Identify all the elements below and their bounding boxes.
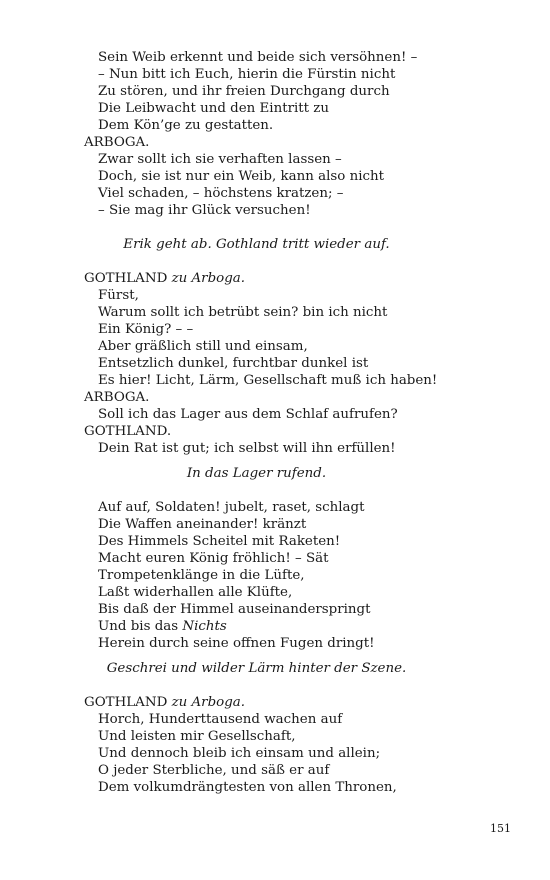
verse-line <box>84 440 524 457</box>
verse-line <box>84 516 524 533</box>
verse-text: Und bis das <box>98 619 183 634</box>
verse-text: Auf auf, Soldaten! jubelt, raset, schlagt <box>98 500 365 515</box>
verse-text: Dem Kön’ge zu gestatten. <box>98 118 274 133</box>
verse-line <box>84 117 524 134</box>
verse-line <box>84 601 524 618</box>
verse-line <box>84 499 524 516</box>
verse-text: Und dennoch bleib ich einsam und allein; <box>98 746 381 761</box>
speaker-label: GOTHLAND <box>84 695 168 710</box>
verse-text: Die Leibwacht und den Eintritt zu <box>98 101 329 116</box>
speaker-name <box>84 270 524 287</box>
verse-text: Warum sollt ich betrübt sein? bin ich nicht <box>98 305 388 320</box>
verse-emphasis: Nichts <box>182 619 227 634</box>
speaker-label: GOTHLAND. <box>84 424 172 439</box>
verse-line <box>84 584 524 601</box>
verse-text: Aber gräßlich still und einsam, <box>98 339 308 354</box>
drama-text <box>84 49 524 796</box>
verse-line <box>84 745 524 762</box>
verse-text: Horch, Hunderttausend wachen auf <box>98 712 343 727</box>
verse-text: O jeder Sterbliche, und säß er auf <box>98 763 330 778</box>
spacer <box>84 677 524 694</box>
verse-text: Laßt widerhallen alle Klüfte, <box>98 585 293 600</box>
verse-text: – Nun bitt ich Euch, hierin die Fürstin nicht <box>98 67 396 82</box>
verse-line <box>84 66 524 83</box>
speaker-name <box>84 694 524 711</box>
spacer <box>84 482 524 499</box>
verse-line <box>84 202 524 219</box>
speaker-name <box>84 134 524 151</box>
spacer <box>84 457 524 465</box>
verse-line <box>84 635 524 652</box>
spacer <box>84 253 524 270</box>
verse-text: Herein durch seine offnen Fugen dringt! <box>98 636 375 651</box>
verse-text: Zu stören, und ihr freien Durchgang durch <box>98 84 390 99</box>
speaker-label: ARBOGA. <box>84 135 150 150</box>
verse-line <box>84 355 524 372</box>
verse-text: Zwar sollt ich sie verhaften lassen – <box>98 152 342 167</box>
speaker-addressee: zu Arboga. <box>171 271 246 286</box>
verse-line <box>84 168 524 185</box>
verse-line <box>84 779 524 796</box>
verse-text: Entsetzlich dunkel, furchtbar dunkel ist <box>98 356 369 371</box>
verse-text: Und leisten mir Gesellschaft, <box>98 729 296 744</box>
verse-text: Fürst, <box>98 288 139 303</box>
verse-line <box>84 618 524 635</box>
verse-line <box>84 338 524 355</box>
verse-line <box>84 304 524 321</box>
verse-text: Viel schaden, – höchstens kratzen; – <box>98 186 344 201</box>
speaker-name <box>84 423 524 440</box>
verse-text: Trompetenklänge in die Lüfte, <box>98 568 305 583</box>
verse-line <box>84 711 524 728</box>
stage-direction: Geschrei und wilder Lärm hinter der Szene. <box>106 661 407 676</box>
verse-text: Macht euren König fröhlich! – Sät <box>98 551 329 566</box>
verse-text: Dem volkumdrängtesten von allen Thronen, <box>98 780 397 795</box>
stage-direction: Erik geht ab. Gothland tritt wieder auf. <box>123 237 390 252</box>
verse-text: Es hier! Licht, Lärm, Gesellschaft muß ich haben! <box>98 373 438 388</box>
verse-line <box>84 406 524 423</box>
verse-text: Soll ich das Lager aus dem Schlaf aufrufen? <box>98 407 398 422</box>
speaker-label: ARBOGA. <box>84 390 150 405</box>
speaker-addressee: zu Arboga. <box>171 695 246 710</box>
verse-line <box>84 49 524 66</box>
page-number: 151 <box>490 822 511 835</box>
verse-text: Dein Rat ist gut; ich selbst will ihn erfüllen! <box>98 441 396 456</box>
verse-text: Des Himmels Scheitel mit Raketen! <box>98 534 341 549</box>
verse-text: Doch, sie ist nur ein Weib, kann also nicht <box>98 169 384 184</box>
verse-text: Sein Weib erkennt und beide sich versöhnen! – <box>98 50 418 65</box>
spacer <box>84 652 524 660</box>
verse-line <box>84 185 524 202</box>
verse-line <box>84 287 524 304</box>
stage-direction: In das Lager rufend. <box>186 466 327 481</box>
spacer <box>84 219 524 236</box>
verse-line <box>84 550 524 567</box>
verse-line <box>84 728 524 745</box>
verse-text: Die Waffen aneinander! kränzt <box>98 517 307 532</box>
verse-text: Bis daß der Himmel auseinanderspringt <box>98 602 371 617</box>
verse-line <box>84 372 524 389</box>
speaker-label: GOTHLAND <box>84 271 168 286</box>
verse-line <box>84 83 524 100</box>
verse-line <box>84 151 524 168</box>
verse-line <box>84 533 524 550</box>
verse-text: – Sie mag ihr Glück versuchen! <box>98 203 311 218</box>
verse-line <box>84 762 524 779</box>
verse-line <box>84 100 524 117</box>
verse-line <box>84 321 524 338</box>
verse-line <box>84 567 524 584</box>
verse-text: Ein König? – – <box>98 322 194 337</box>
speaker-name <box>84 389 524 406</box>
